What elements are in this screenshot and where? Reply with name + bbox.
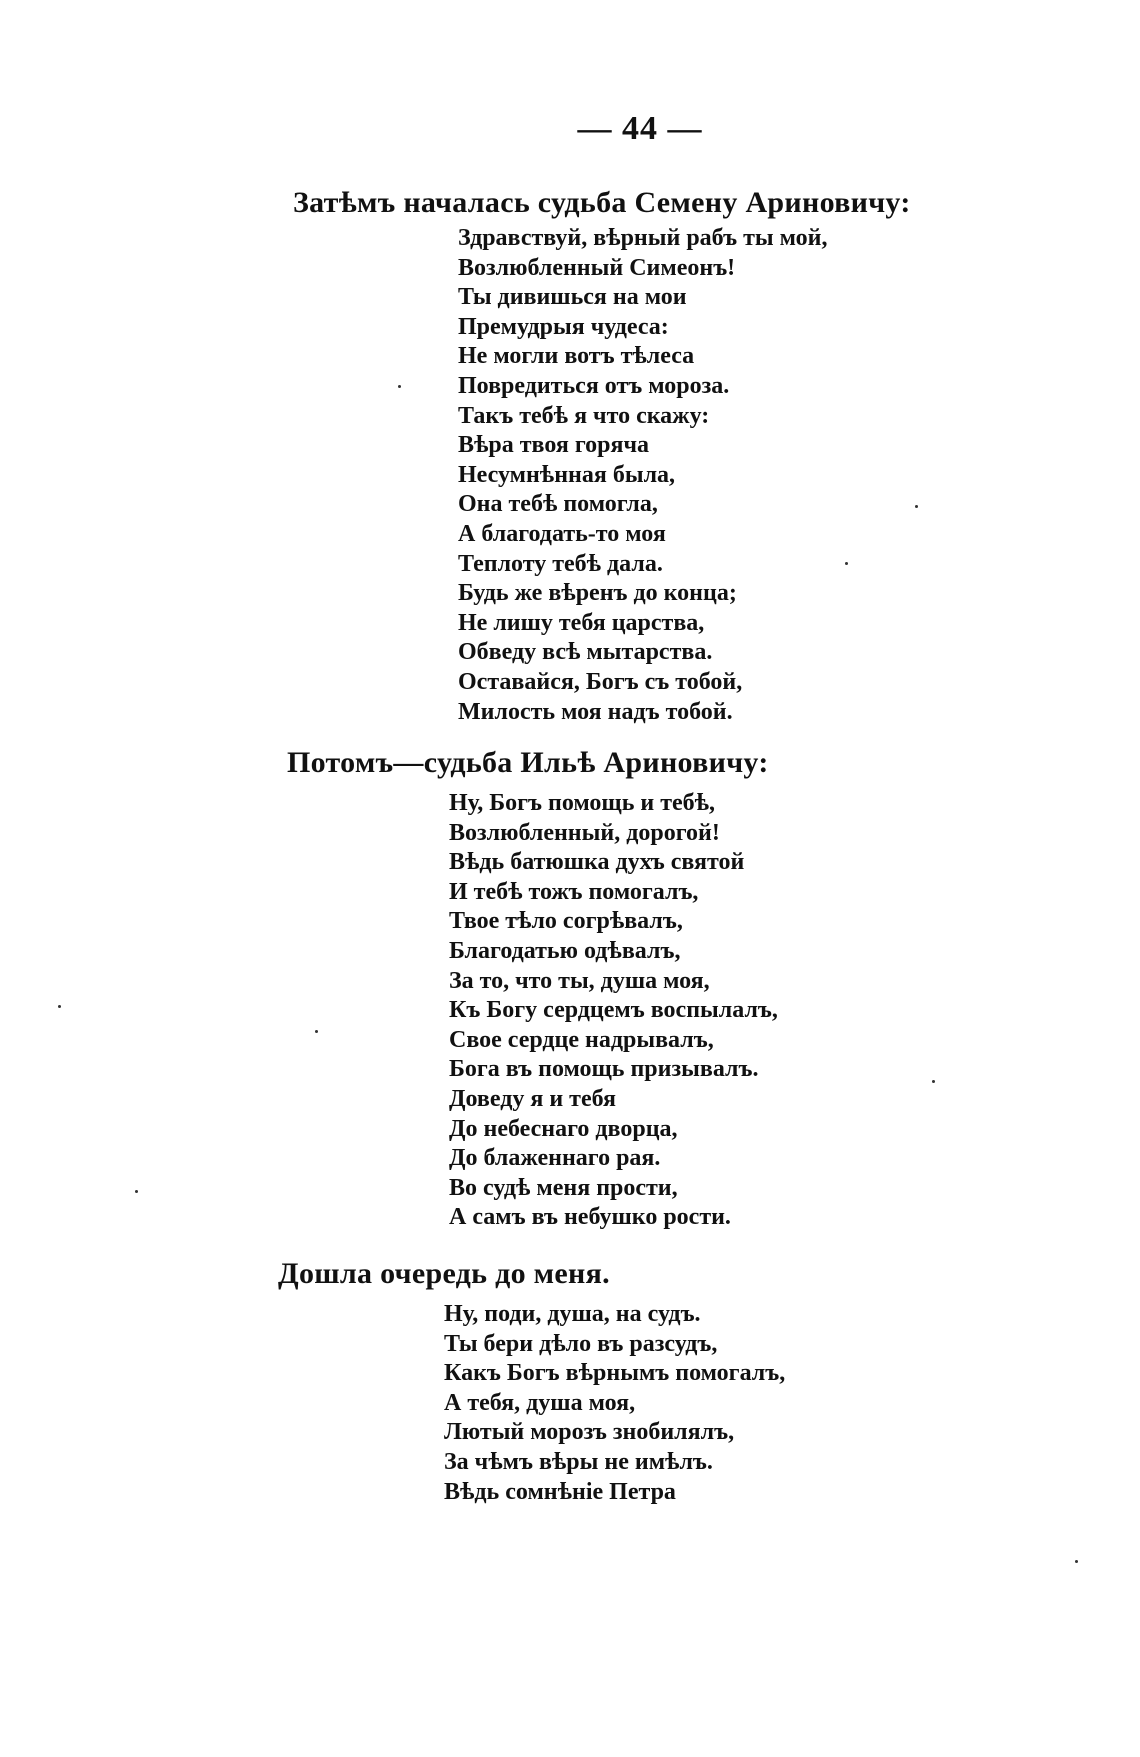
print-speck — [845, 562, 848, 565]
verse-line: Такъ тебѣ я что скажу: — [458, 402, 710, 429]
print-speck — [135, 1190, 138, 1193]
verse-line: Премудрыя чудеса: — [458, 313, 669, 340]
verse-line: Какъ Богъ вѣрнымъ помогалъ, — [444, 1360, 786, 1387]
print-speck — [915, 505, 918, 508]
section-heading: Потомъ—судьба Ильѣ Ариновичу: — [287, 746, 769, 779]
verse-line: За то, что ты, душа моя, — [449, 967, 710, 994]
verse-line: Повредиться отъ мороза. — [458, 372, 730, 399]
verse-line: Благодатью одѣвалъ, — [449, 937, 681, 964]
verse-line: Будь же вѣренъ до конца; — [458, 580, 737, 607]
verse-line: Вѣра твоя горяча — [458, 432, 650, 459]
verse-line: Несумнѣнная была, — [458, 461, 676, 488]
verse-line: Теплоту тебѣ дала. — [458, 550, 663, 577]
print-speck — [1075, 1560, 1078, 1563]
verse-line: А благодать-то моя — [458, 520, 666, 547]
verse-line: До небеснаго дворца, — [449, 1115, 678, 1142]
verse-line: Оставайся, Богъ съ тобой, — [458, 668, 743, 695]
verse-line: Свое сердце надрывалъ, — [449, 1026, 714, 1053]
page-number: — 44 — — [577, 110, 703, 147]
print-speck — [398, 385, 401, 388]
print-speck — [932, 1080, 935, 1083]
verse-line: Ты бери дѣло въ разсудъ, — [444, 1330, 718, 1357]
print-speck — [58, 1005, 61, 1008]
verse-line: Вѣдь сомнѣніе Петра — [444, 1478, 676, 1505]
verse-line: Ну, поди, душа, на судъ. — [444, 1301, 701, 1327]
verse-line: Доведу я и тебя — [449, 1085, 616, 1112]
verse-line: Она тебѣ помогла, — [458, 491, 658, 518]
section-heading: Затѣмъ началась судьба Семену Ариновичу: — [293, 186, 911, 219]
verse-line: Возлюбленный Симеонъ! — [458, 254, 736, 281]
verse-line: Во судѣ меня прости, — [449, 1174, 678, 1201]
verse-line: До блаженнаго рая. — [449, 1145, 661, 1172]
verse-line: Возлюбленный, дорогой! — [449, 819, 720, 846]
section-heading: Дошла очередь до меня. — [278, 1257, 610, 1290]
verse-line: Милость моя надъ тобой. — [458, 698, 733, 725]
verse-line: Бога въ помощь призывалъ. — [449, 1056, 759, 1083]
verse-line: И тебѣ тожъ помогалъ, — [449, 878, 699, 905]
verse-stanza — [444, 1300, 785, 1507]
verse-line: Не лишу тебя царства, — [458, 609, 705, 636]
verse-line: Лютый морозъ знобилялъ, — [444, 1419, 735, 1446]
verse-line: Ну, Богъ помощь и тебѣ, — [449, 790, 716, 816]
verse-line: А самъ въ небушко рости. — [449, 1204, 731, 1231]
verse-line: Ты дивишься на мои — [458, 284, 687, 311]
verse-line: Твое тѣло согрѣвалъ, — [449, 908, 683, 935]
verse-line: А тебя, душа моя, — [444, 1389, 636, 1416]
verse-line: Здравствуй, вѣрный рабъ ты мой, — [458, 225, 828, 251]
print-speck — [315, 1030, 318, 1033]
verse-stanza — [458, 224, 827, 727]
verse-line: Обведу всѣ мытарства. — [458, 639, 713, 666]
verse-line: Къ Богу сердцемъ воспылалъ, — [449, 997, 778, 1024]
verse-line: Не могли вотъ тѣлеса — [458, 343, 695, 370]
verse-stanza — [449, 789, 778, 1233]
verse-line: Вѣдь батюшка духъ святой — [449, 849, 745, 876]
verse-line: За чѣмъ вѣры не имѣлъ. — [444, 1448, 713, 1475]
